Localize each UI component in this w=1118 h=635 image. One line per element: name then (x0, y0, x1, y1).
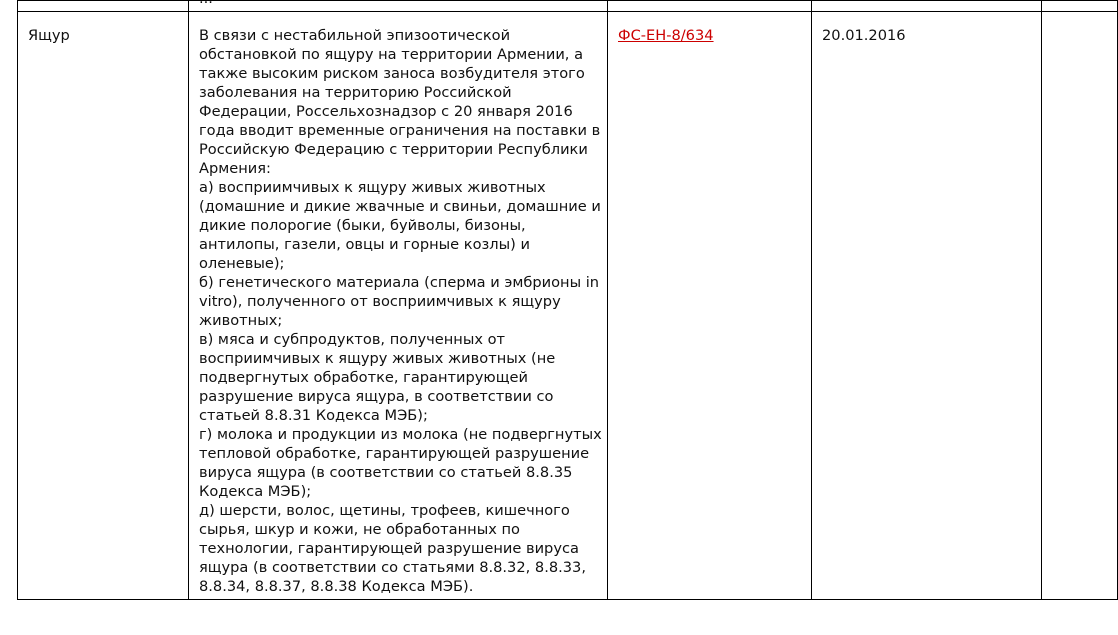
date-cell (812, 12, 1042, 600)
document-link[interactable]: ФС-ЕН-8/634 (618, 27, 714, 44)
description-line: статьей 8.8.31 Кодекса МЭБ); (199, 407, 428, 424)
restrictions-table-container (17, 0, 1117, 611)
description-text (189, 12, 607, 596)
description-cell (189, 12, 608, 600)
description-line: Федерации, Россельхознадзор с 20 января 2016 (199, 103, 573, 120)
description-line: Армения: (199, 160, 271, 177)
previous-row-cell-3 (608, 1, 812, 12)
description-line: технологии, гарантирующей разрушение вируса (199, 540, 579, 557)
description-line: б) генетического материала (сперма и эмбрионы in (199, 274, 600, 291)
description-line: 8.8.34, 8.8.37, 8.8.38 Кодекса МЭБ). (199, 578, 474, 595)
description-line: а) восприимчивых к ящуру живых животных (199, 179, 546, 196)
description-line: заболевания на территорию Российской (199, 84, 512, 101)
description-line: В связи с нестабильной эпизоотической (199, 27, 511, 44)
description-line: подвергнутых обработке, гарантирующей (199, 369, 528, 386)
description-line: ящура (в соответствии со статьями 8.8.32, 8.8.33, (199, 559, 586, 576)
description-line: обстановкой по ящуру на территории Армении, а (199, 46, 584, 63)
description-line: Кодекса МЭБ); (199, 483, 312, 500)
description-line: антилопы, газели, овцы и горные козлы) и (199, 236, 530, 253)
description-line: vitro), полученного от восприимчивых к ящуру (199, 293, 561, 310)
description-line: животных; (199, 312, 283, 329)
description-line: дикие полорогие (быки, буйволы, бизоны, (199, 217, 526, 234)
previous-row-remnant (18, 1, 1118, 12)
description-line: сырья, шкур и кожи, не обработанных по (199, 521, 520, 538)
description-line: оленевые); (199, 255, 285, 272)
description-line: Российскую Федерацию с территории Республики (199, 141, 588, 158)
disease-name: Ящур (28, 27, 70, 44)
description-line: (домашние и дикие жвачные и свиньи, домашние и (199, 198, 601, 215)
previous-row-cell-1 (18, 1, 189, 12)
previous-row-cell-5 (1042, 1, 1118, 12)
description-line: в) мяса и субпродуктов, полученных от (199, 331, 506, 348)
description-line: также высоким риском заноса возбудителя этого (199, 65, 585, 82)
description-line: д) шерсти, волос, щетины, трофеев, кишечного (199, 502, 570, 519)
extra-cell (1042, 12, 1118, 600)
description-line: вируса ящура (в соответствии со статьей 8.8.35 (199, 464, 573, 481)
previous-row-cell-4 (812, 1, 1042, 12)
table-row (18, 12, 1118, 600)
restriction-date: 20.01.2016 (822, 27, 906, 44)
restrictions-table (17, 0, 1118, 600)
description-line: восприимчивых к ящуру живых животных (не (199, 350, 556, 367)
document-cell (608, 12, 812, 600)
previous-row-cell-2 (189, 1, 608, 12)
description-line: разрушение вируса ящура, в соответствии со (199, 388, 554, 405)
description-line: года вводит временные ограничения на поставки в (199, 122, 601, 139)
description-line: г) молока и продукции из молока (не подвергнутых (199, 426, 602, 443)
previous-row-cut-text (199, 0, 213, 8)
disease-cell (18, 12, 189, 600)
description-line: тепловой обработке, гарантирующей разрушение (199, 445, 590, 462)
